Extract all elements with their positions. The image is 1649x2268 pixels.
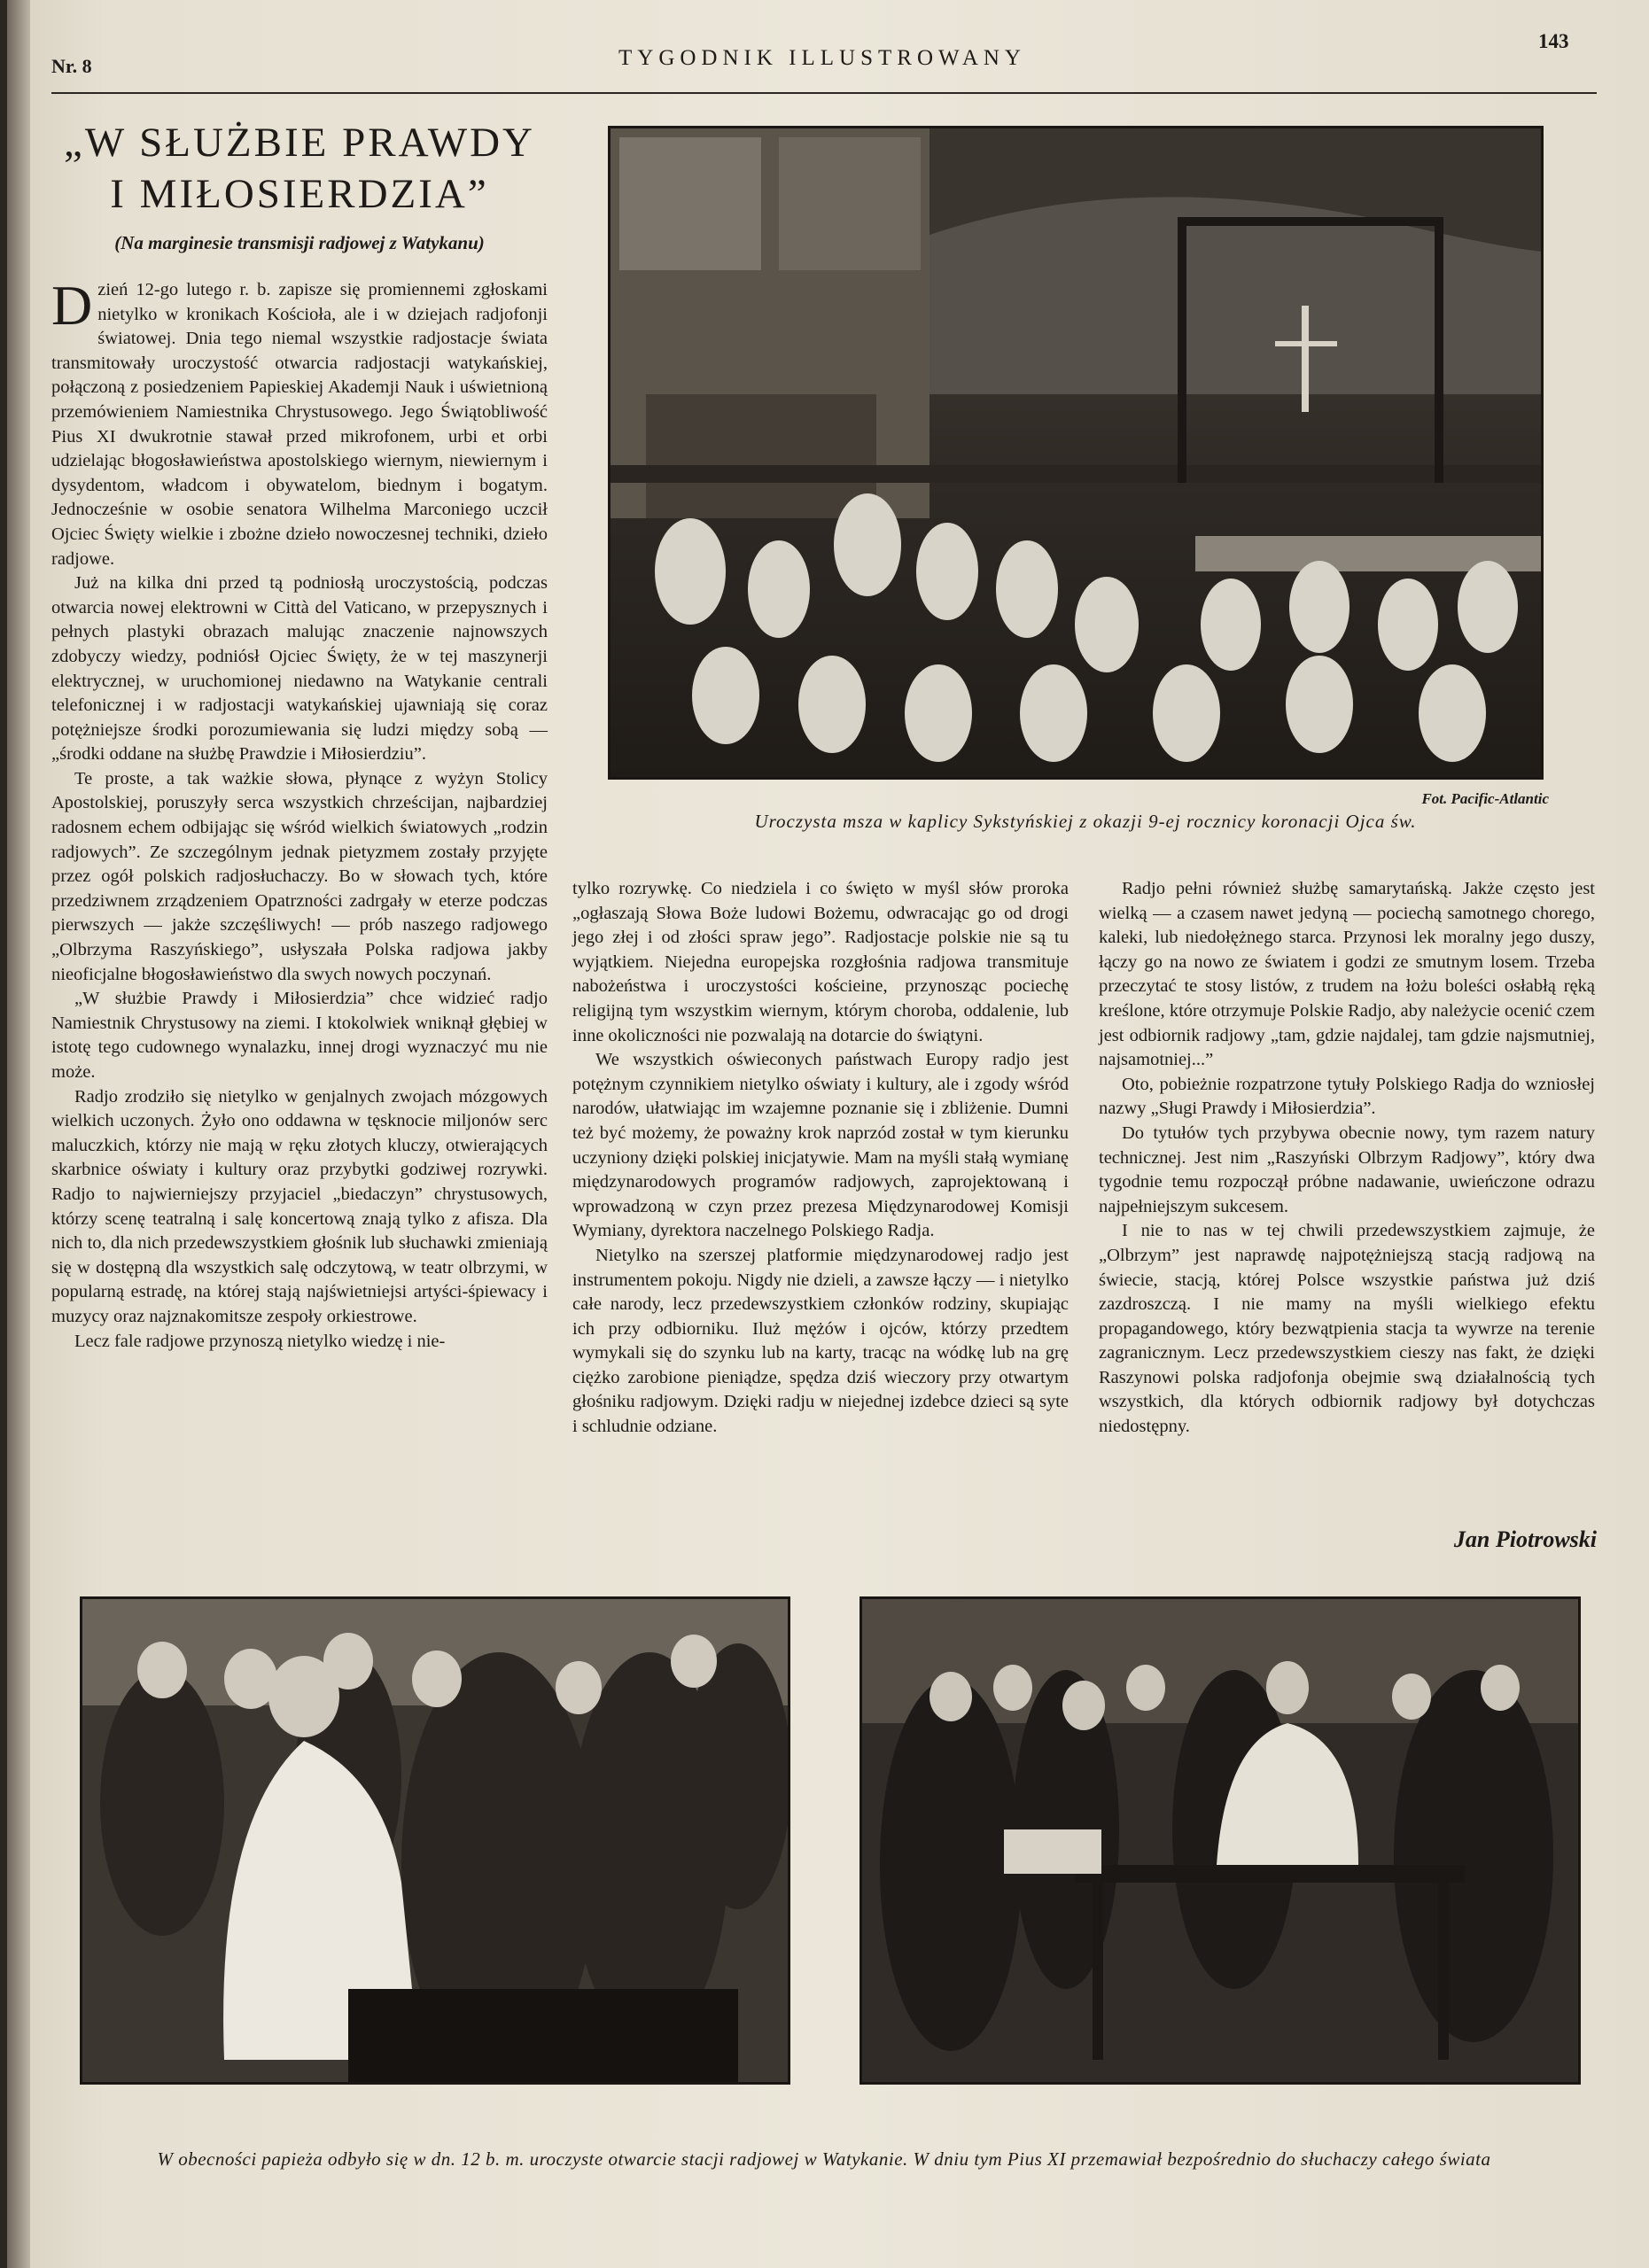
bottom-photos-caption: W obecności papieża odbyło się w dn. 12 b. m. uroczyste otwarcie stacji radjowej w Watykanie. W dniu tym Pius XI przemawiał bezpośrednio do słuchaczy całego świata — [157, 2148, 1491, 2170]
issue-number: Nr. 8 — [51, 55, 92, 77]
paragraph: Lecz fale radjowe przynoszą nietylko wiedzę i nie- — [74, 1331, 446, 1351]
paragraph: Oto, pobieżnie rozpatrzone tytuły Polskiego Radja do wzniosłej nazwy „Sługi Prawdy i Miłosierdzia”. — [1099, 1074, 1595, 1119]
paragraph: Już na kilka dni przed tą podniosłą uroczystością, podczas otwarcia nowej elektrowni w Città del Vaticano, w przepysznych i pełnych plastyki obrazach malując znaczenie najnowszych zdobyczy wiedzy, podniósł Ojciec Święty, że w tej maszynerji elektrycznej, w uruchomionej niedawno na Watykanie centrali telefonicznej i w radjostacji watykańskiej ujawniają się coraz potężniejsze środki porozumiewania się ludzi między sobą — „środki oddane na służbę Prawdzie i Miłosierdziu”. — [51, 573, 548, 765]
drop-cap: D — [51, 274, 93, 337]
page-number: 143 — [1538, 30, 1569, 52]
top-photo-caption: Uroczysta msza w kaplicy Sykstyńskiej z okazji 9-ej rocznicy koronacji Ojca św. — [754, 811, 1417, 832]
article-title-line1: „W SŁUŻBIE PRAWDY — [64, 120, 535, 166]
pope-speaking-photo — [860, 1596, 1581, 2085]
pope-radio-opening-photo — [80, 1596, 790, 2085]
paragraph: We wszystkich oświeconych państwach Europy radjo jest potężnym czynnikiem nietylko oświaty i kultury, ale i zgody wśród narodów, ułatwiając im wzajemne poznanie się i zbliżenie. Dumni też być możemy, że poważny krok naprzód został w tym kierunku uczyniony dzięki polskiej inicjatywie. Mam na myśli stałą wymianę międzynarodowych programów radjowych, zaprojektowaną i wprowadzoną w czyn przez prezesa Międzynarodowej Komisji Wymiany, dyrektora naczelnego Polskiego Radja. — [572, 1050, 1069, 1241]
journal-title: TYGODNIK ILLUSTROWANY — [618, 46, 1026, 70]
paragraph: Te proste, a tak ważkie słowa, płynące z wyżyn Stolicy Apostolskiej, poruszyły serca wszystkich chrześcijan, najbardziej radosnem echem odbijając się wśród wielkich światowych „rodzin radjowych”. Ze szczególnym jednak pietyzmem zostały przyjęte przez ogół polskich radjosłuchaczy. Bo w słowach tych, które przedziwnem zrządzeniem Opatrzności zadrgały w eterze podczas pierwszych — jakże szczęśliwych! — prób naszego radjowego „Olbrzyma Raszyńskiego”, usłyszała Polska radjowa jakby nieoficjalne błogosławieństwo dla swych nowych poczynań. — [51, 768, 548, 984]
pope-radio-opening-image — [82, 1599, 788, 2082]
header-rule — [51, 92, 1597, 94]
paragraph: Radjo zrodziło się nietylko w genjalnych zwojach mózgowych wielkich uczonych. Żyło ono oddawna w tęsknocie miljonów serc maluczkich, którzy nie mają w ręku złotych kluczy, otwierających skarbnice oświaty i kultury oraz przybytki godziwej rozrywki. Radjo to najwierniejszy przyjaciel „biedaczyn” chrystusowych, którzy scenę teatralną i salę koncertową znają tylko z afisza. Dla nich to, dla nich przedewszystkiem głośnik lub słuchawki zmieniają się w dostępną dla wszystkich salę odczytową, w teatr olbrzymi, w popularną estradę, na której stają najświetniejsi artyści-śpiewacy i muzycy oraz najznakomitsze zespoły orkiestrowe. — [51, 1086, 548, 1326]
paragraph: Nietylko na szerszej platformie międzynarodowej radjo jest instrumentem pokoju. Nigdy nie dzieli, a zawsze łączy — i nietylko całe narody, lecz przedewszystkiem członków rodziny, skupiając ich przy odbiorniku. Iluż mężów i ojców, którzy przedtem wymykali się do szynku lub na karty, tracąc na wódkę lub na grę ciężko zarobione pieniądze, spędza dziś wieczory przy otwartym głośniku radjowym. Dzięki radju w niejednej izdebce dzieci są syte i schludnie odziane. — [572, 1245, 1069, 1437]
paragraph: Do tytułów tych przybywa obecnie nowy, tym razem natury technicznej. Jest nim „Raszyński Olbrzym Radjowy”, który dwa tygodnie temu rozpoczął próbne nadawanie, uwieńczone odrazu najpełniejszym sukcesem. — [1099, 1122, 1595, 1216]
article-title-line2: I MIŁOSIERDZIA” — [110, 171, 489, 217]
sistine-chapel-photo — [608, 126, 1544, 780]
photo-credit: Fot. Pacific-Atlantic — [1421, 790, 1549, 807]
paragraph: Radjo pełni również służbę samarytańską. Jakże często jest wielką — a czasem nawet jedyną — pociechą samotnego chorego, kaleki, lub niedołężnego starca. Przynosi lek moralny jego duszy, łączy go na nowo ze światem i godzi ze smutnym losem. Trzeba przeczytać te stosy listów, z trudem na łożu boleści osłabłą ręką kreślone, które otrzymuje Polskie Radjo, aby należycie ocenić czem jest odbiornik radjowy „tam, gdzie najdalej, tam gdzie najsmutniej, najsamotniej...” — [1099, 879, 1595, 1070]
article-column-3 — [1099, 877, 1595, 1440]
article-column-1 — [51, 274, 548, 1354]
paragraph: tylko rozrywkę. Co niedziela i co święto w myśl słów proroka „ogłaszają Słowa Boże ludowi Bożemu, odwracając go od drogi jego złej i od złości spraw jego”. Radjostacje polskie nie są tu wyjątkiem. Niejedna europejska rozgłośnia radjowa transmituje nabożeństwa i uroczystości kościeine, przynosząc pociechę religijną tym wszystkim wiernym, którym choroba, oddalenie, lub inne okoliczności nie pozwalają na dotarcie do świątyni. — [572, 879, 1069, 1045]
paragraph: I nie to nas w tej chwili przedewszystkiem zajmuje, że „Olbrzym” jest naprawdę najpotężniejszą stacją radjową na świecie, stacją, której Polsce wszystkie państwa już dziś zazdroszczą. I nie mamy na myśli wielkiego efektu propagandowego, który bezwątpienia stacja ta wywrze na terenie zagranicznym. Lecz przedewszystkiem cieszy nas fakt, że dzięki Raszynowi polska radjofonja obejmie swą działalnością tych wszystkich, dla których odbiornik radjowy był dotychczas niedostępny. — [1099, 1221, 1595, 1437]
magazine-page — [7, 0, 1649, 2268]
paragraph: Dzień 12-go lutego r. b. zapisze się promiennemi zgłoskami nietylko w kronikach Kościoła, ale i w dziejach radjofonji światowej. Dnia tego niemal wszystkie radjostacje świata transmitowały uroczystość otwarcia radjostacji watykańskiej, połączoną z posiedzeniem Papieskiej Akademji Nauk i uświetnioną przemówieniem Namiestnika Chrystusowego. Jego Świątobliwość Pius XI dwukrotnie stawał przed mikrofonem, urbi et orbi udzielając błogosławieństwa apostolskiego wiernym, niewiernym i dysydentom, władcom i obywatelom, biednym i bogatym. Jednocześnie w osobie senatora Wilhelma Marconiego uczcił Ojciec Święty wielkie i zbożne dzieło nowoczesnej techniki, dzieło radjowe. — [51, 274, 548, 569]
pope-speaking-image — [862, 1599, 1578, 2082]
sistine-chapel-image — [611, 128, 1541, 777]
article-subtitle: (Na marginesie transmisji radjowej z Watykanu) — [114, 232, 485, 253]
article-column-2 — [572, 877, 1069, 1440]
book-spine-shadow — [7, 0, 30, 2268]
author-signature: Jan Piotrowski — [1453, 1526, 1597, 1552]
article-title — [51, 117, 548, 220]
paragraph: „W służbie Prawdy i Miłosierdzia” chce widzieć radjo Namiestnik Chrystusowy na ziemi. I ktokolwiek wniknął głębiej w istotę tego cudownego wynalazku, innej drogi wyznaczyć mu nie może. — [51, 989, 548, 1082]
